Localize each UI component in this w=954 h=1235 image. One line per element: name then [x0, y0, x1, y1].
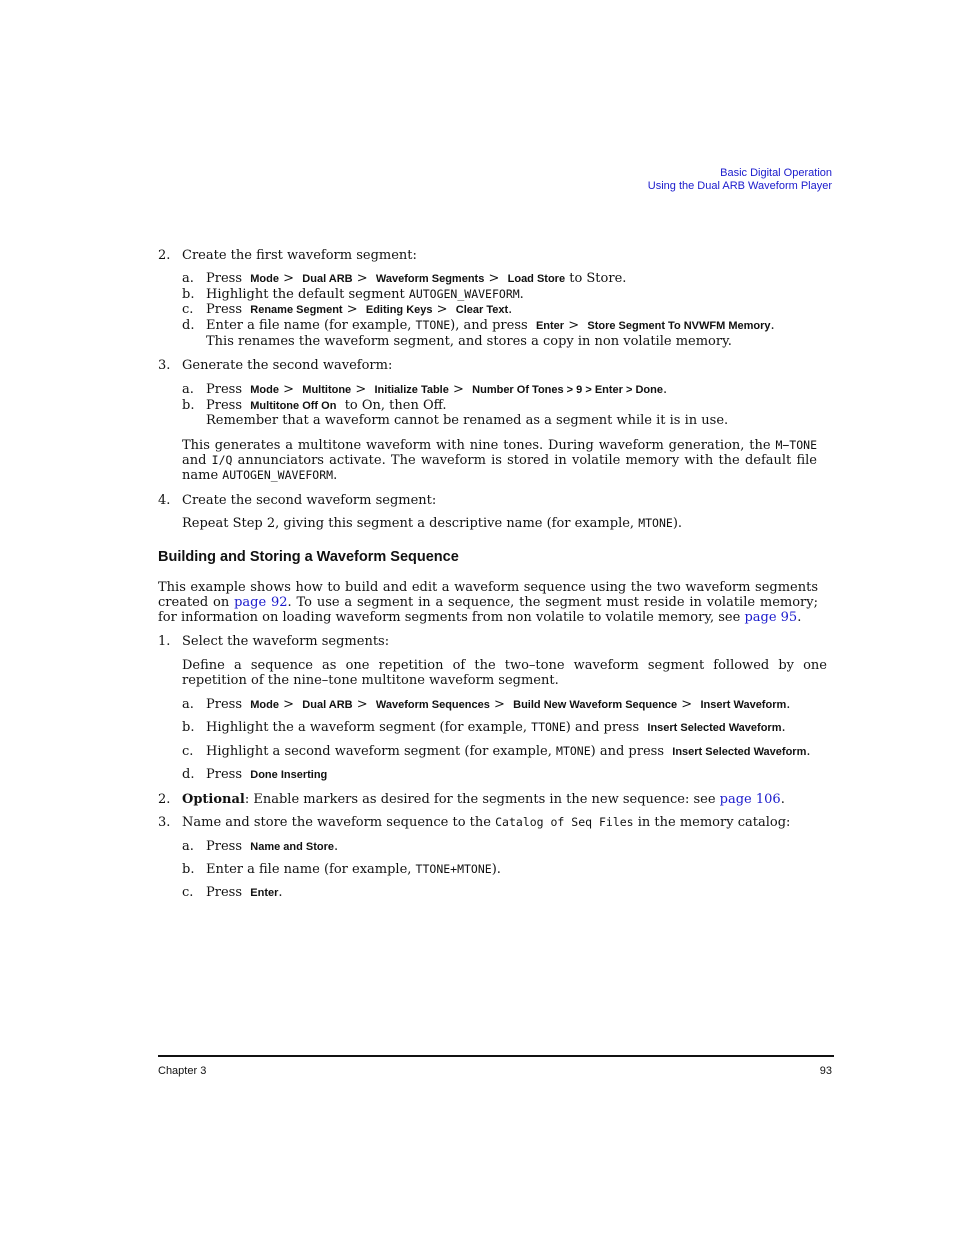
header-chapter-title: Basic Digital Operation: [720, 167, 832, 179]
page-link[interactable]: page 95: [744, 610, 798, 625]
paragraph: This generates a multitone waveform with nine tones. During waveform generation, the M−TONE and I/Q annunciators activate. The waveform is stored in volatile memory with the default file name AUTOGEN_WAVEFORM.: [182, 438, 817, 483]
substep-letter: a.: [182, 271, 194, 286]
step-number: 3.: [158, 815, 171, 830]
step-number: 3.: [158, 358, 171, 373]
code-text: MTONE: [556, 744, 591, 758]
code-text: TTONE+MTONE: [415, 862, 492, 876]
softkey: Insert Selected Waveform: [647, 722, 782, 734]
softkey: Enter: [535, 320, 565, 332]
substep-c: Press Enter.: [206, 885, 283, 900]
softkey: Initialize Table: [374, 384, 449, 396]
softkey: Load Store: [507, 273, 566, 285]
softkey: Clear Text: [455, 304, 509, 316]
substep-c: Press Rename Segment > Editing Keys > Clear Text.: [206, 302, 513, 317]
code-text: MTONE: [638, 516, 673, 530]
substep-letter: a.: [182, 697, 194, 712]
page-link[interactable]: page 92: [234, 595, 288, 610]
substep-a: Press Mode > Dual ARB > Waveform Sequences > Build New Waveform Sequence > Insert Waveform.: [206, 697, 791, 712]
softkey: Number Of Tones > 9 > Enter > Done: [472, 384, 663, 396]
code-text: AUTOGEN_WAVEFORM: [408, 287, 520, 301]
substep-letter: c.: [182, 885, 194, 900]
substep-letter: c.: [182, 302, 194, 317]
paragraph: Repeat Step 2, giving this segment a descriptive name (for example, MTONE).: [182, 516, 683, 531]
substep-b: Highlight the a waveform segment (for example, TTONE) and press Insert Selected Waveform.: [206, 720, 786, 735]
page-link[interactable]: page 106: [719, 792, 781, 807]
substep-letter: a.: [182, 839, 194, 854]
substep-d: Press Done Inserting: [206, 767, 328, 782]
softkey: Waveform Segments: [375, 273, 485, 285]
step-text: Select the waveform segments:: [182, 634, 390, 649]
step-text: Optional: Enable markers as desired for the segments in the new sequence: see page 106.: [182, 792, 785, 807]
substep-b: Press Multitone Off On to On, then Off.: [206, 398, 447, 413]
softkey: Build New Waveform Sequence: [513, 699, 678, 711]
step-number: 2.: [158, 248, 171, 263]
substep-d: Enter a file name (for example, TTONE), and press Enter > Store Segment To NVWFM Memory.: [206, 318, 775, 333]
substep-a: Press Name and Store.: [206, 839, 339, 854]
substep-b: Enter a file name (for example, TTONE+MTONE).: [206, 862, 501, 877]
footer-rule: [158, 1055, 834, 1057]
softkey: Multitone Off On: [250, 400, 337, 412]
softkey: Enter: [250, 887, 279, 899]
step-number: 4.: [158, 493, 171, 508]
substep-b: Highlight the default segment AUTOGEN_WAVEFORM.: [206, 287, 524, 302]
softkey: Editing Keys: [365, 304, 433, 316]
substep-letter: c.: [182, 744, 194, 759]
softkey: Dual ARB: [302, 273, 353, 285]
substep-letter: d.: [182, 318, 195, 333]
softkey: Mode: [250, 699, 279, 711]
softkey: Multitone: [302, 384, 352, 396]
substep-c: Highlight a second waveform segment (for example, MTONE) and press Insert Selected Waveform.: [206, 744, 811, 759]
code-text: M−TONE: [775, 438, 817, 452]
softkey: Waveform Sequences: [375, 699, 490, 711]
paragraph: Define a sequence as one repetition of the two–tone waveform segment followed by one repetition of the nine–tone multitone waveform segment.: [182, 658, 827, 688]
code-text: TTONE: [415, 318, 451, 332]
softkey: Rename Segment: [250, 304, 343, 316]
page-number: 93: [819, 1065, 832, 1077]
substep-letter: b.: [182, 287, 195, 302]
running-header: [648, 167, 832, 192]
substep-note: This renames the waveform segment, and stores a copy in non volatile memory.: [206, 334, 732, 349]
step-text: Generate the second waveform:: [182, 358, 393, 373]
softkey: Mode: [250, 273, 279, 285]
softkey: Done Inserting: [250, 769, 328, 781]
code-text: TTONE: [531, 720, 566, 734]
substep-letter: b.: [182, 398, 195, 413]
code-text: Catalog of Seq Files: [495, 815, 634, 829]
step-text: Create the first waveform segment:: [182, 248, 417, 263]
substep-letter: b.: [182, 720, 195, 735]
substep-note: Remember that a waveform cannot be renamed as a segment while it is in use.: [206, 413, 729, 428]
paragraph: This example shows how to build and edit a waveform sequence using the two waveform segments created on page 92. To use a segment in a sequence, the segment must reside in volatile memory; for information on loading waveform segments from non volatile to volatile memory, see page 95.: [158, 580, 818, 625]
step-number: 1.: [158, 634, 171, 649]
softkey: Name and Store: [250, 841, 335, 853]
emphasis: Optional: [182, 792, 245, 807]
substep-letter: b.: [182, 862, 195, 877]
section-heading: Building and Storing a Waveform Sequence: [158, 549, 459, 565]
substep-a: Press Mode > Dual ARB > Waveform Segments > Load Store to Store.: [206, 271, 627, 286]
footer-chapter: Chapter 3: [158, 1065, 207, 1077]
softkey: Mode: [250, 384, 279, 396]
softkey: Insert Selected Waveform: [672, 746, 807, 758]
step-text: Name and store the waveform sequence to the Catalog of Seq Files in the memory catalog:: [182, 815, 791, 830]
step-number: 2.: [158, 792, 171, 807]
substep-a: Press Mode > Multitone > Initialize Table > Number Of Tones > 9 > Enter > Done.: [206, 382, 668, 397]
substep-letter: a.: [182, 382, 194, 397]
softkey: Dual ARB: [302, 699, 353, 711]
code-text: I/Q: [211, 453, 233, 467]
step-text: Create the second waveform segment:: [182, 493, 437, 508]
code-text: AUTOGEN_WAVEFORM: [222, 468, 334, 482]
softkey: Insert Waveform: [700, 699, 787, 711]
header-section-title: Using the Dual ARB Waveform Player: [647, 179, 832, 192]
substep-letter: d.: [182, 767, 195, 782]
softkey: Store Segment To NVWFM Memory: [587, 320, 771, 332]
